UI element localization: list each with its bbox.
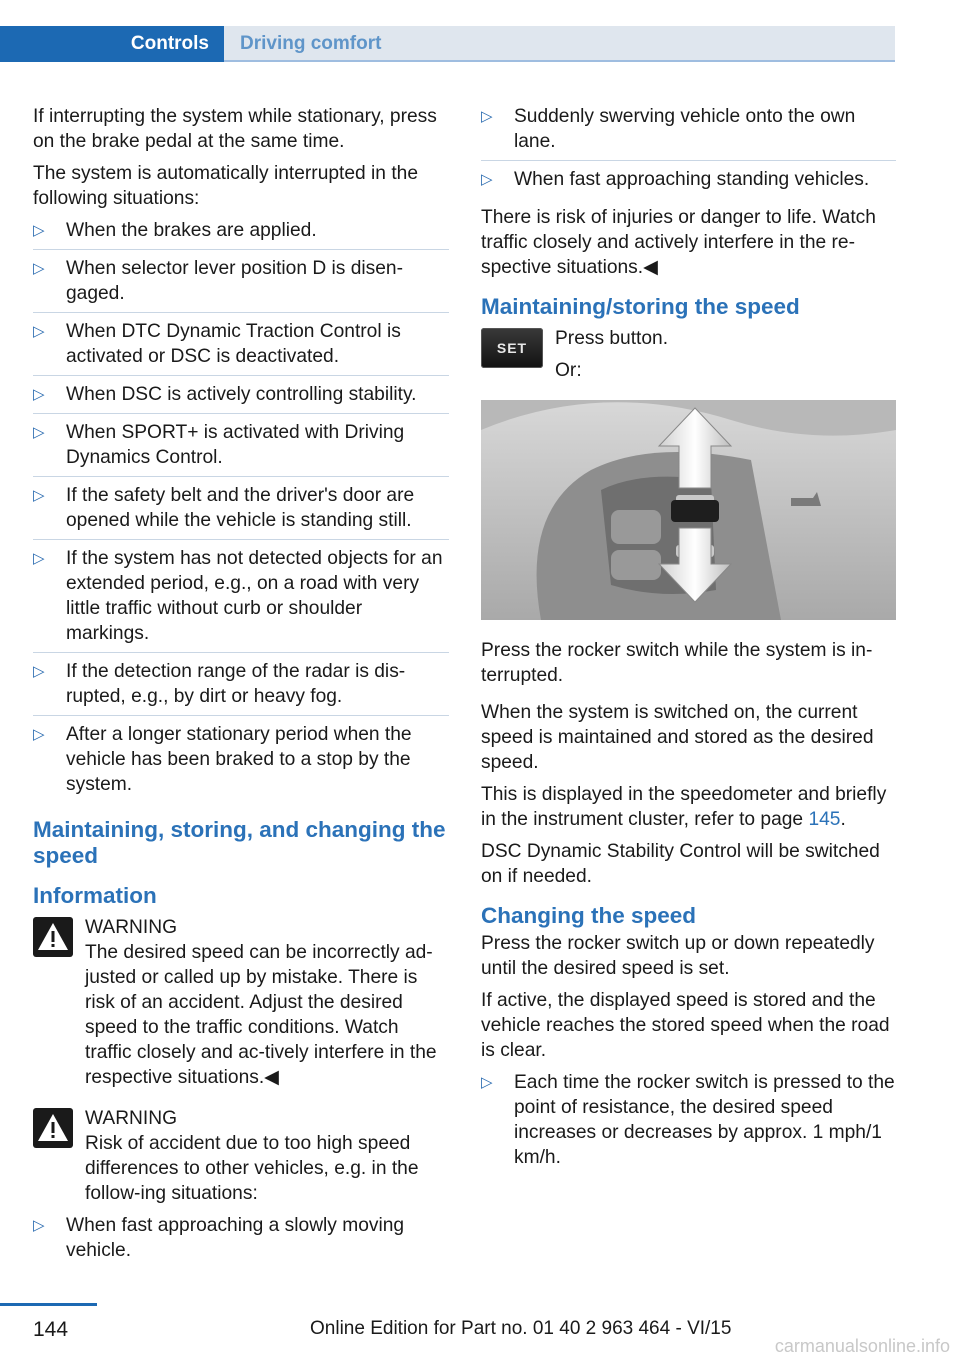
triangle-bullet-icon: ▷ [481, 108, 493, 125]
warning-block-1 [33, 915, 449, 1090]
tab-controls[interactable] [0, 26, 224, 62]
list-item-text: Suddenly swerving vehicle onto the own lane. [514, 106, 856, 152]
list-item [33, 256, 449, 313]
triangle-bullet-icon: ▷ [481, 171, 493, 188]
list-item [33, 483, 449, 540]
triangle-bullet-icon: ▷ [33, 323, 45, 340]
list-item [33, 722, 449, 803]
set-button-icon: SET [481, 328, 543, 368]
triangle-bullet-icon: ▷ [33, 663, 45, 680]
warning-triangle-icon [33, 1108, 73, 1148]
warning-text: Risk of accident due to too high speed differences to other vehicles, e.g. in the follow-ing situations: [85, 1133, 419, 1204]
list-item-text: When DSC is actively controlling stability. [66, 384, 417, 405]
list-item [481, 104, 896, 161]
list-item-text: When the brakes are applied. [66, 220, 317, 241]
triangle-bullet-icon: ▷ [481, 1074, 493, 1091]
list-item-text: When fast approaching standing vehicles. [514, 169, 870, 190]
list-item-text: If the system has not detected objects for an extended period, e.g., on a road with very little traffic without curb or shoulder markings. [66, 548, 443, 644]
paragraph-interrupt-stationary: If interrupting the system while stationary, press on the brake pedal at the same time. [33, 106, 437, 152]
paragraph-change: Press the rocker switch up or down repeatedly until the desired speed is set. [481, 933, 875, 979]
subheading-information: Information [33, 883, 157, 908]
paragraph-auto-interrupt: The system is automatically interrupted in the following situations: [33, 163, 418, 209]
list-item [33, 659, 449, 716]
list-item-text: When SPORT+ is activated with Driving Dynamics Control. [66, 422, 405, 468]
triangle-bullet-icon: ▷ [33, 222, 45, 239]
list-item-text: Each time the rocker switch is pressed to the point of resistance, the desired speed increases or decreases by approx. 1 mph/1 km/h. [514, 1072, 895, 1168]
triangle-bullet-icon: ▷ [33, 424, 45, 441]
warning-block-2 [33, 1106, 449, 1206]
paragraph-dsc: DSC Dynamic Stability Control will be switched on if needed. [481, 841, 880, 887]
paragraph-displayed [481, 782, 896, 832]
page-reference-link[interactable]: 145 [808, 809, 841, 830]
triangle-bullet-icon: ▷ [33, 386, 45, 403]
paragraph-switched-on: When the system is switched on, the current speed is maintained and stored as the desired speed. [481, 702, 874, 773]
triangle-bullet-icon: ▷ [33, 726, 45, 743]
paragraph-risk: There is risk of injuries or danger to life. Watch traffic closely and actively interfere in the re-spective situations.◀ [481, 207, 876, 278]
subheading-maintaining-storing: Maintaining/storing the speed [481, 294, 800, 319]
list-item-text: If the safety belt and the driver's door are opened while the vehicle is standing still. [66, 485, 415, 531]
list-item [33, 546, 449, 653]
list-item-text: If the detection range of the radar is dis-rupted, e.g., by dirt or heavy fog. [66, 661, 406, 707]
list-item [33, 420, 449, 477]
list-item [33, 382, 449, 414]
list-item-text: When DTC Dynamic Traction Control is activated or DSC is deactivated. [66, 321, 401, 367]
set-button-instruction [481, 326, 896, 386]
speed-difference-list [33, 1213, 449, 1269]
triangle-bullet-icon: ▷ [33, 487, 45, 504]
left-column [33, 104, 449, 1276]
list-item-text: After a longer stationary period when the vehicle has been braked to a stop by the system. [66, 724, 412, 795]
steering-wheel-rocker-switch-image [481, 400, 896, 620]
interrupt-situations-list [33, 218, 449, 803]
edition-text: Online Edition for Part no. 01 40 2 963 464 - VI/15 [310, 1318, 732, 1339]
list-item [33, 1213, 449, 1269]
list-item [481, 167, 896, 198]
triangle-bullet-icon: ▷ [33, 260, 45, 277]
warning-text: The desired speed can be incorrectly ad-justed or called up by mistake. There is risk of an accident. Adjust the desired speed to the traffic conditions. Watch traffic closely and ac-tively interfere in the respective situations.◀ [85, 942, 437, 1088]
tab-driving-comfort[interactable] [224, 26, 895, 62]
warning-title: WARNING [85, 917, 178, 938]
list-item-text: When selector lever position D is disen-gaged. [66, 258, 403, 304]
list-item [33, 319, 449, 376]
warning-title: WARNING [85, 1108, 178, 1129]
paragraph-active: If active, the displayed speed is stored and the vehicle reaches the stored speed when the road is clear. [481, 990, 890, 1061]
displayed-text-end: . [840, 809, 846, 830]
triangle-bullet-icon: ▷ [33, 550, 45, 567]
list-item [481, 1070, 896, 1176]
header-rule [224, 60, 895, 62]
list-item [33, 218, 449, 250]
paragraph-rocker: Press the rocker switch while the system is in-terrupted. [481, 640, 873, 686]
press-button-text: Press button. [555, 328, 669, 349]
displayed-text: This is displayed in the speedometer and briefly in the instrument cluster, refer to page [481, 784, 887, 830]
right-column [481, 104, 896, 1183]
speed-difference-list-continued [481, 104, 896, 198]
triangle-bullet-icon: ▷ [33, 1217, 45, 1234]
tab-controls-label: Controls [130, 33, 209, 54]
warning-triangle-icon [33, 917, 73, 957]
subheading-changing-speed: Changing the speed [481, 903, 697, 928]
page-number: 144 [33, 1318, 69, 1341]
rocker-switch-list [481, 1070, 896, 1176]
or-text: Or: [555, 360, 582, 381]
footer-rule [0, 1303, 97, 1306]
list-item-text: When fast approaching a slowly moving vehicle. [66, 1215, 405, 1261]
watermark: carmanualsonline.info [774, 1336, 950, 1356]
tab-driving-comfort-label: Driving comfort [240, 33, 382, 54]
section-heading-speed: Maintaining, storing, and changing the speed [33, 817, 446, 868]
